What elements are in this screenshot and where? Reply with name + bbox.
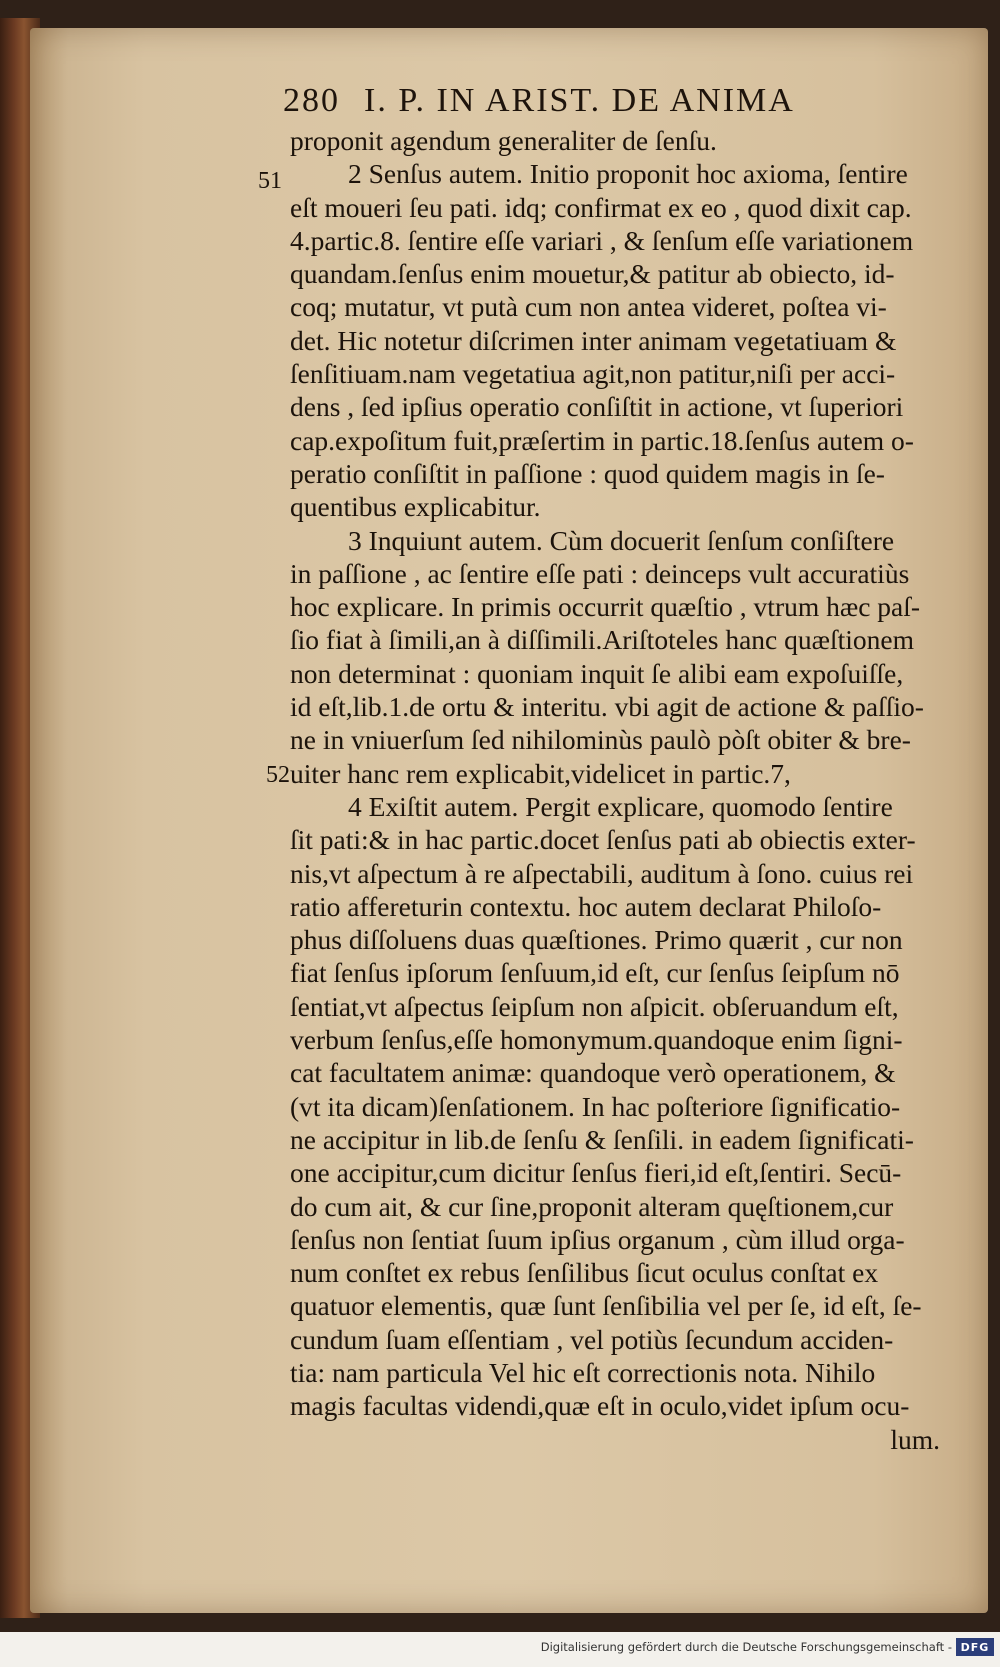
text-line: cundum ſuam eſſentiam , vel potiùs ſecundum acciden- [290,1323,894,1355]
page-body-text [290,124,940,1456]
text-line: in paſſione , ac ſentire eſſe pati : deinceps vult accuratiùs [290,557,910,589]
text-line: 3 Inquiunt autem. Cùm docuerit ſenſum conſiſtere [348,524,895,556]
text-line: proponit agendum generaliter de ſenſu. [290,125,717,156]
text-line: fiat ſenſus ipſorum ſenſuum,id eſt, cur ſenſus ſeipſum nō [290,957,900,989]
text-line: quatuor elementis, quæ ſunt ſenſibilia vel per ſe, id eſt, ſe- [290,1290,922,1322]
margin-note-52: 52 [266,762,290,788]
text-line: num conſtet ex rebus ſenſilibus ſicut oculus conſtat ex [290,1257,879,1289]
text-line: phus diſſoluens duas quæſtiones. Primo quærit , cur non [290,924,903,956]
text-line: tia: nam particula Vel hic eſt correctionis nota. Nihilo [290,1356,876,1388]
text-line: ratio affereturin contextu. hoc autem declarat Philoſo- [290,890,882,922]
running-header [283,82,795,120]
text-line: hoc explicare. In primis occurrit quæſtio , vtrum hæc paſ- [290,591,921,623]
text-line: 4.partic.8. ſentire eſſe variari , & ſenſum eſſe variationem [290,224,914,256]
text-line: 4 Exiſtit autem. Pergit explicare, quomodo ſentire [348,790,893,822]
text-line: (vt ita dicam)ſenſationem. In hac poſteriore ſignificatio- [290,1090,901,1122]
text-line: verbum ſenſus,eſſe homonymum.quandoque enim ſigni- [290,1024,903,1056]
text-line: nis,vt aſpectum à re aſpectabili, auditum à ſono. cuius rei [290,857,914,889]
text-line: ſio fiat à ſimili,an à diſſimili.Ariſtoteles hanc quæſtionem [290,624,914,656]
text-line: non determinat : quoniam inquit ſe alibi eam expoſuiſſe, [290,657,904,689]
dfg-logo-icon: DFG [956,1638,994,1656]
text-line: eſt moueri ſeu pati. idq; confirmat ex eo , quod dixit cap. [290,191,912,223]
page-number: 280 [283,82,340,119]
text-line: ne in vniuerſum ſed nihilominùs paulò pòſt obiter & bre- [290,724,911,756]
digitization-credit: Digitalisierung gefördert durch die Deutsche Forschungsgemeinschaft - [540,1640,952,1654]
text-line: ſenſitiuam.nam vegetatiua agit,non patitur,niſi per acci- [290,358,896,390]
text-line: id eſt,lib.1.de ortu & interitu. vbi agit de actione & paſſio- [290,691,924,723]
footer-bar [0,1632,1000,1667]
text-line: dens , ſed ipſius operatio conſiſtit in actione, vt ſuperiori [290,391,904,423]
text-line: cat facultatem animæ: quandoque verò operationem, & [290,1057,896,1089]
text-line: magis facultas videndi,quæ eſt in oculo,videt ipſum ocu- [290,1390,910,1422]
text-line: quandam.ſenſus enim mouetur,& patitur ab obiecto, id- [290,258,895,290]
text-line: uiter hanc rem explicabit,videlicet in partic.7, [290,757,791,789]
text-line: det. Hic notetur diſcrimen inter animam vegetatiuam & [290,324,897,356]
text-line: one accipitur,cum dicitur ſenſus fieri,id eſt,ſentiri. Secū- [290,1157,902,1189]
text-line: 2 Senſus autem. Initio proponit hoc axioma, ſentire [348,158,908,190]
text-line: ne accipitur in lib.de ſenſu & ſenſili. in eadem ſignificati- [290,1123,914,1155]
text-line: lum. [890,1423,940,1455]
text-line: do cum ait, & cur ſine,proponit alteram quęſtionem,cur [290,1190,894,1222]
text-line: ſentiat,vt aſpectus ſeipſum non aſpicit. obſeruandum eſt, [290,990,899,1022]
text-line: coq; mutatur, vt putà cum non antea videret, poſtea vi- [290,291,887,323]
text-line: cap.expoſitum fuit,præſertim in partic.18.ſenſus autem o- [290,424,914,456]
text-line: peratio conſiſtit in paſſione : quod quidem magis in ſe- [290,457,885,489]
margin-note-51: 51 [258,168,282,194]
running-title: I. P. IN ARIST. DE ANIMA [364,82,795,119]
text-line: ſit pati:& in hac partic.docet ſenſus pati ab obiectis exter- [290,824,916,856]
text-line: quentibus explicabitur. [290,491,541,523]
text-line: ſenſus non ſentiat ſuum ipſius organum , cùm illud orga- [290,1223,905,1255]
